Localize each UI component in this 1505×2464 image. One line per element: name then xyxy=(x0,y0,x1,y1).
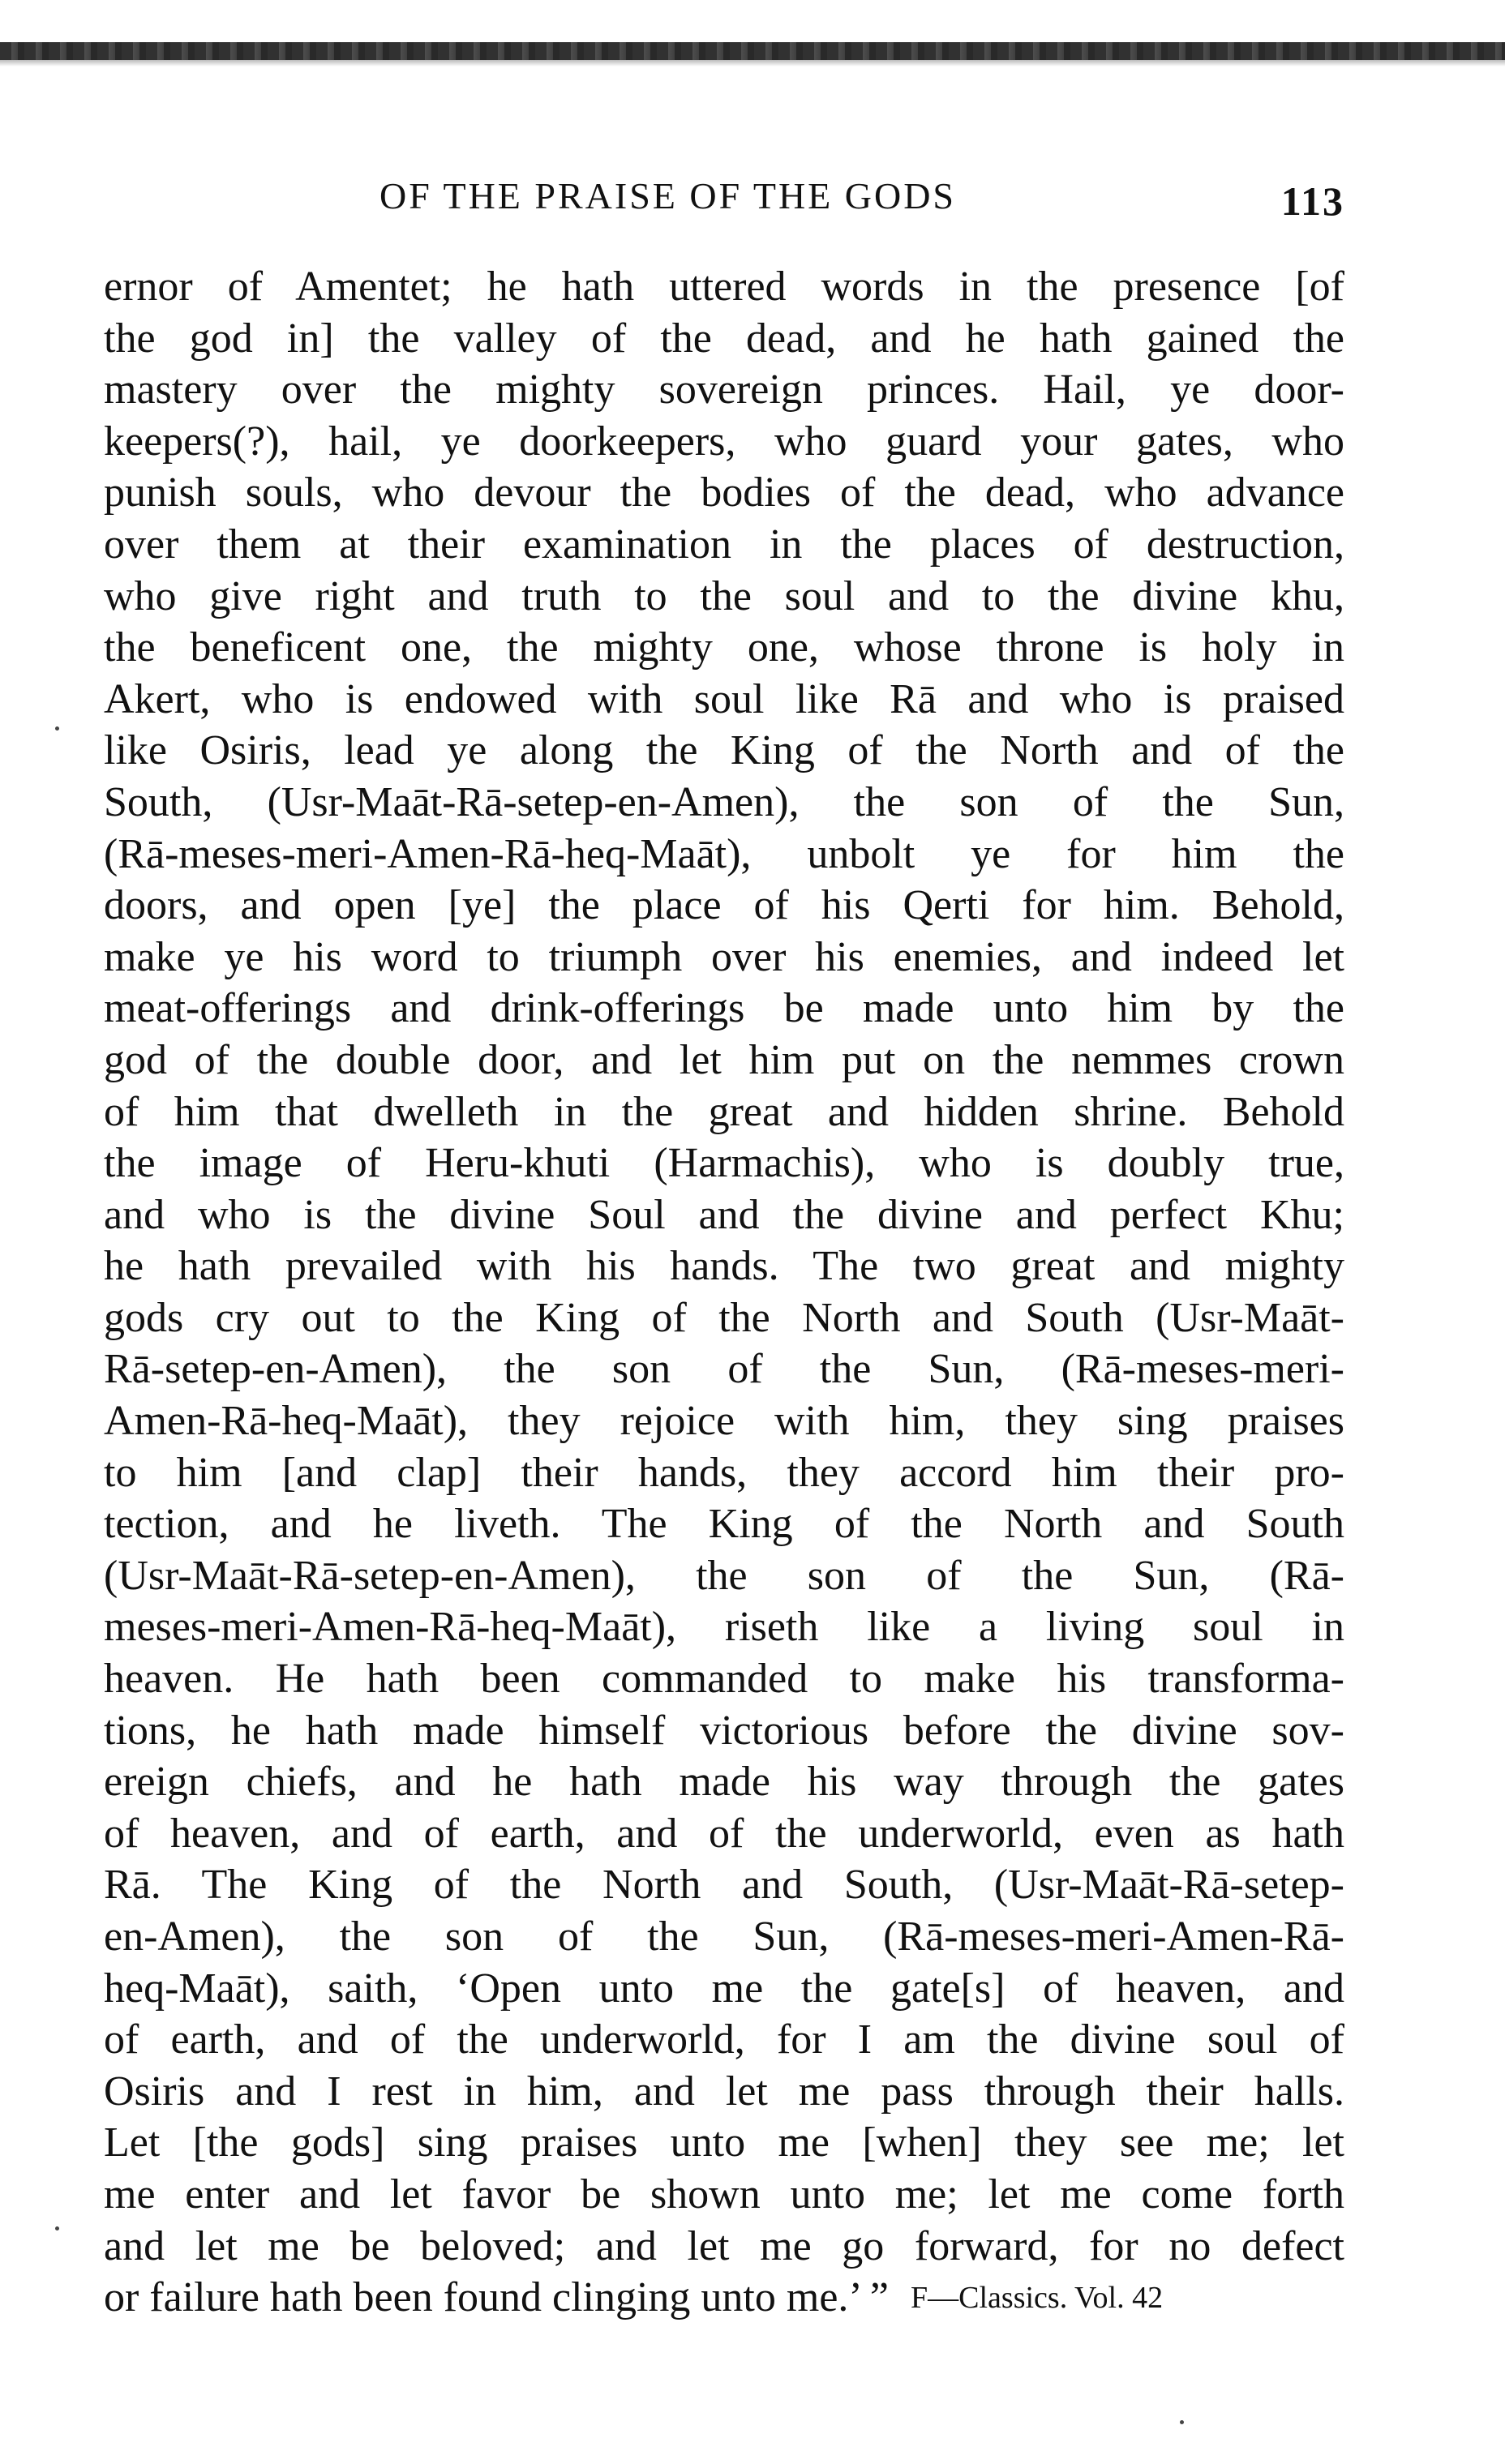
text-line: he hath prevailed with his hands. The two great and mighty xyxy=(104,1243,1344,1290)
text-line: of earth, and of the underworld, for I am the divine soul of xyxy=(104,2016,1344,2063)
text-line: the god in] the valley of the dead, and he hath gained the xyxy=(104,315,1344,362)
text-line: punish souls, who devour the bodies of the dead, who advance xyxy=(104,469,1344,516)
text-line: ernor of Amentet; he hath uttered words in the presence [of xyxy=(104,264,1344,310)
text-line: heq-Maāt), saith, ‘Open unto me the gate[s] of heaven, and xyxy=(104,1965,1344,2012)
text-line: like Osiris, lead ye along the King of the North and of the xyxy=(104,727,1344,774)
text-line: Let [the gods] sing praises unto me [when] they see me; let xyxy=(104,2119,1344,2166)
text-line: me enter and let favor be shown unto me; let me come forth xyxy=(104,2170,1344,2218)
text-line: to him [and clap] their hands, they accord him their pro- xyxy=(104,1449,1344,1496)
text-line: Akert, who is endowed with soul like Rā and who is praised xyxy=(104,675,1344,722)
text-line: South, (Usr-Maāt-Rā-setep-en-Amen), the son of the Sun, xyxy=(104,778,1344,825)
page-number: 113 xyxy=(1280,178,1344,224)
text-line: the image of Heru-khuti (Harmachis), who is doubly true, xyxy=(104,1140,1344,1187)
text-line: over them at their examination in the places of destruction, xyxy=(104,521,1344,568)
printer-signature-mark: F—Classics. Vol. 42 xyxy=(911,2281,1164,2315)
text-line: mastery over the mighty sovereign princes. Hail, ye door- xyxy=(104,366,1344,414)
text-line: meses-meri-Amen-Rā-heq-Maāt), riseth like a living soul in xyxy=(104,1604,1344,1651)
text-line: (Usr-Maāt-Rā-setep-en-Amen), the son of the Sun, (Rā- xyxy=(104,1552,1344,1599)
text-line: Rā. The King of the North and South, (Usr-Maāt-Rā-setep- xyxy=(104,1862,1344,1909)
text-line: meat-offerings and drink-offerings be made unto him by the xyxy=(104,985,1344,1032)
body-text xyxy=(104,261,1344,2324)
text-line: and who is the divine Soul and the divine and perfect Khu; xyxy=(104,1191,1344,1238)
scan-speck xyxy=(1180,2420,1184,2424)
text-line: heaven. He hath been commanded to make his transforma- xyxy=(104,1656,1344,1703)
text-line: keepers(?), hail, ye doorkeepers, who guard your gates, who xyxy=(104,418,1344,465)
running-head-title: OF THE PRAISE OF THE GODS xyxy=(379,175,957,216)
text-line: ereign chiefs, and he hath made his way through the gates xyxy=(104,1759,1344,1806)
text-line: and let me be beloved; and let me go forward, for no defect xyxy=(104,2222,1344,2269)
scan-speck xyxy=(55,726,59,731)
text-line: doors, and open [ye] the place of his Qerti for him. Behold, xyxy=(104,882,1344,929)
text-line: tions, he hath made himself victorious before the divine sov- xyxy=(104,1707,1344,1754)
scanned-page-edge xyxy=(0,42,1505,60)
text-line: or failure hath been found clinging unto me.’ ” xyxy=(104,2274,889,2321)
text-line: of heaven, and of earth, and of the underworld, even as hath xyxy=(104,1810,1344,1857)
text-line: (Rā-meses-meri-Amen-Rā-heq-Maāt), unbolt ye for him the xyxy=(104,830,1344,877)
text-line: the beneficent one, the mighty one, whose throne is holy in xyxy=(104,624,1344,671)
text-line: Osiris and I rest in him, and let me pass through their halls. xyxy=(104,2068,1344,2115)
text-line: who give right and truth to the soul and to the divine khu, xyxy=(104,572,1344,619)
text-line: tection, and he liveth. The King of the North and South xyxy=(104,1501,1344,1548)
text-line: of him that dwelleth in the great and hidden shrine. Behold xyxy=(104,1088,1344,1135)
text-line: make ye his word to triumph over his enemies, and indeed let xyxy=(104,933,1344,980)
text-line: Amen-Rā-heq-Maāt), they rejoice with him, they sing praises xyxy=(104,1398,1344,1445)
text-line: en-Amen), the son of the Sun, (Rā-meses-meri-Amen-Rā- xyxy=(104,1913,1344,1960)
scanned-page-edge-shadow xyxy=(0,60,1505,66)
scan-speck xyxy=(55,2226,59,2230)
text-line: Rā-setep-en-Amen), the son of the Sun, (Rā-meses-meri- xyxy=(104,1346,1344,1393)
running-head xyxy=(104,174,1344,223)
text-line: god of the double door, and let him put on the nemmes crown xyxy=(104,1036,1344,1083)
text-line: gods cry out to the King of the North and South (Usr-Maāt- xyxy=(104,1294,1344,1341)
